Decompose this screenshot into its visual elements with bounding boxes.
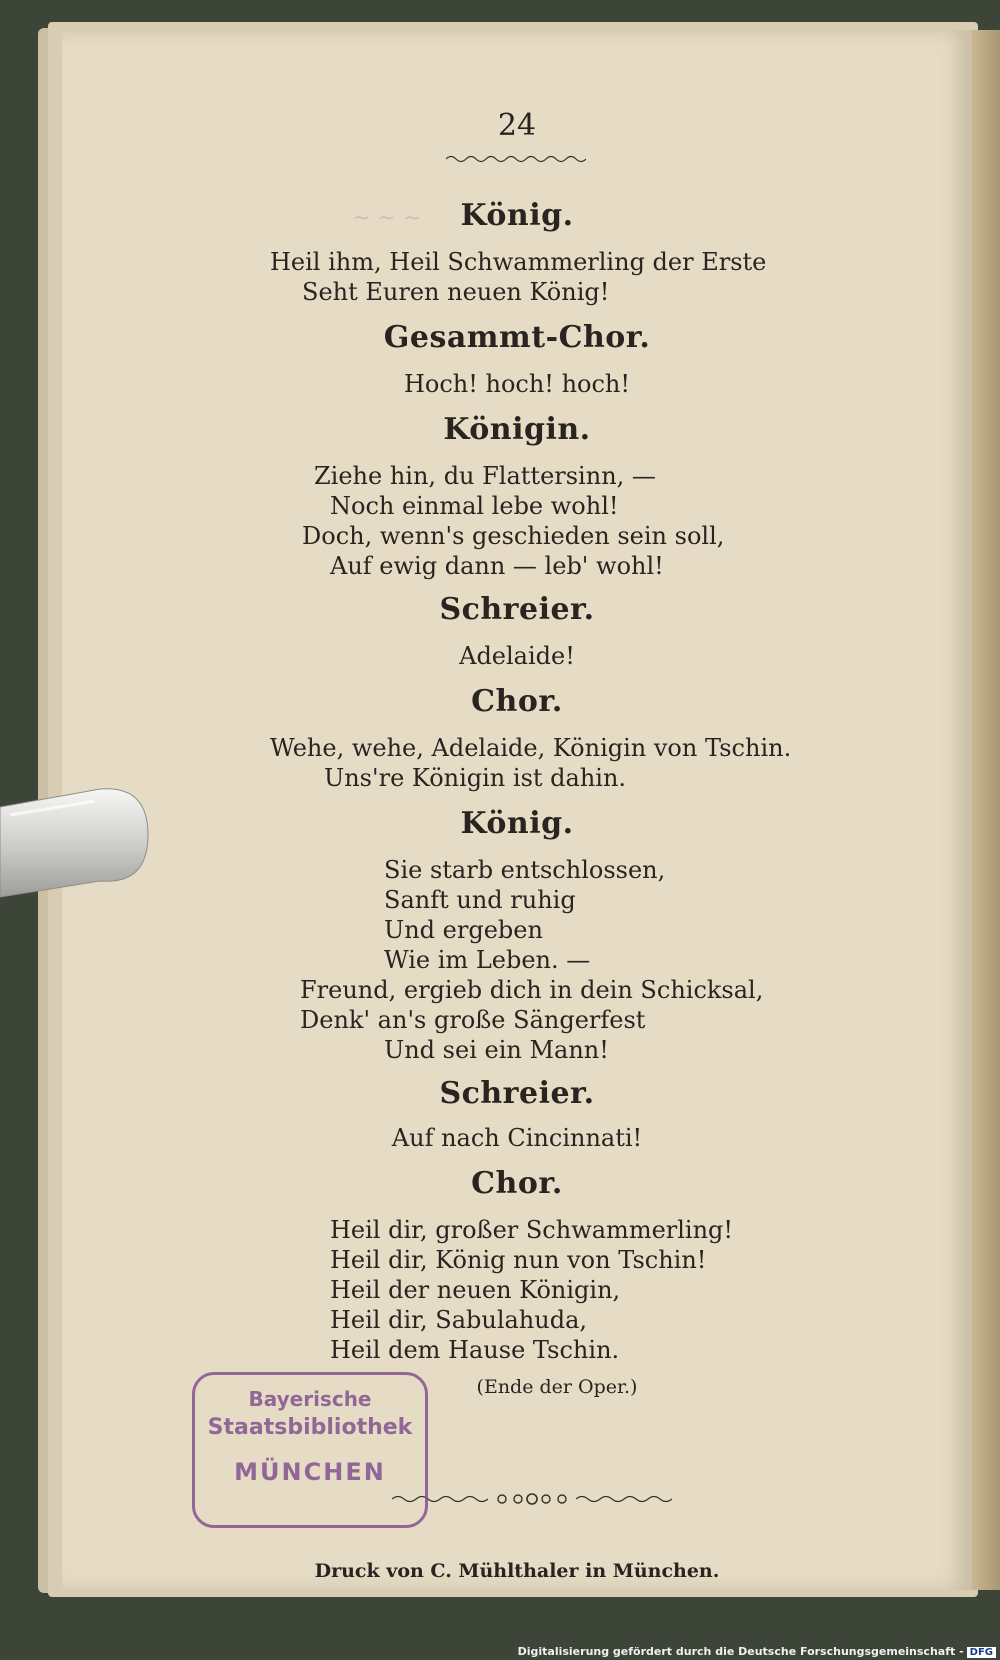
stamp-line: Staatsbibliothek (207, 1415, 413, 1440)
library-stamp (192, 1372, 428, 1528)
book-spine (972, 30, 1000, 1590)
verse-line: Ziehe hin, du Flattersinn, — (314, 462, 656, 490)
page-number: 24 (497, 108, 537, 143)
stamp-line: MÜNCHEN (234, 1458, 386, 1486)
speaker-heading: Königin. (443, 412, 591, 447)
verse-line: Heil der neuen Königin, (330, 1276, 621, 1304)
stamp-line: Bayerische (248, 1387, 372, 1411)
verse-line: Seht Euren neuen König! (302, 278, 610, 306)
verse-line: Und sei ein Mann! (384, 1036, 609, 1064)
verse-line: Freund, ergieb dich in dein Schicksal, (300, 976, 764, 1004)
printer-imprint: Druck von C. Mühlthaler in München. (314, 1560, 720, 1582)
speaker-heading: Gesammt-Chor. (383, 320, 651, 355)
verse-line: Sanft und ruhig (384, 886, 576, 914)
verse-line: Denk' an's große Sängerfest (300, 1006, 646, 1034)
verse-line: Auf nach Cincinnati! (391, 1124, 643, 1152)
verse-line: Noch einmal lebe wohl! (330, 492, 619, 520)
verse-line: Heil ihm, Heil Schwammerling der Erste (270, 248, 767, 276)
bleed-through-text: ~ ~ ~ (352, 206, 422, 231)
speaker-heading: Chor. (471, 684, 563, 719)
page-holder-knife (0, 785, 150, 905)
speaker-heading: König. (460, 198, 574, 233)
verse-line: Heil dir, großer Schwammerling! (330, 1216, 734, 1244)
dfg-logo: DFG (967, 1647, 996, 1658)
verse-line: Sie starb entschlossen, (384, 856, 666, 884)
stage-direction: (Ende der Oper.) (476, 1376, 638, 1398)
verse-line: Heil dem Hause Tschin. (330, 1336, 620, 1364)
verse-line: Heil dir, König nun von Tschin! (330, 1246, 707, 1274)
verse-line: Adelaide! (459, 642, 575, 670)
verse-line: Wehe, wehe, Adelaide, Königin von Tschin. (270, 734, 792, 762)
book-page (62, 30, 972, 1590)
speaker-heading: Chor. (471, 1166, 563, 1201)
verse-line: Uns're Königin ist dahin. (324, 764, 627, 792)
verse-line: Hoch! hoch! hoch! (403, 370, 631, 398)
verse-line: Wie im Leben. — (384, 946, 591, 974)
speaker-heading: Schreier. (439, 592, 595, 627)
digitization-credit (518, 1645, 996, 1658)
speaker-heading: Schreier. (439, 1076, 595, 1111)
verse-line: Auf ewig dann — leb' wohl! (330, 552, 664, 580)
speaker-heading: König. (460, 806, 574, 841)
wavy-rule (446, 154, 586, 164)
ornament-divider (392, 1488, 672, 1510)
verse-line: Heil dir, Sabulahuda, (330, 1306, 588, 1334)
verse-line: Doch, wenn's geschieden sein soll, (302, 522, 725, 550)
verse-line: Und ergeben (384, 916, 543, 944)
credit-text: Digitalisierung gefördert durch die Deutsche Forschungsgemeinschaft - (517, 1645, 964, 1658)
page-text (62, 30, 972, 1590)
